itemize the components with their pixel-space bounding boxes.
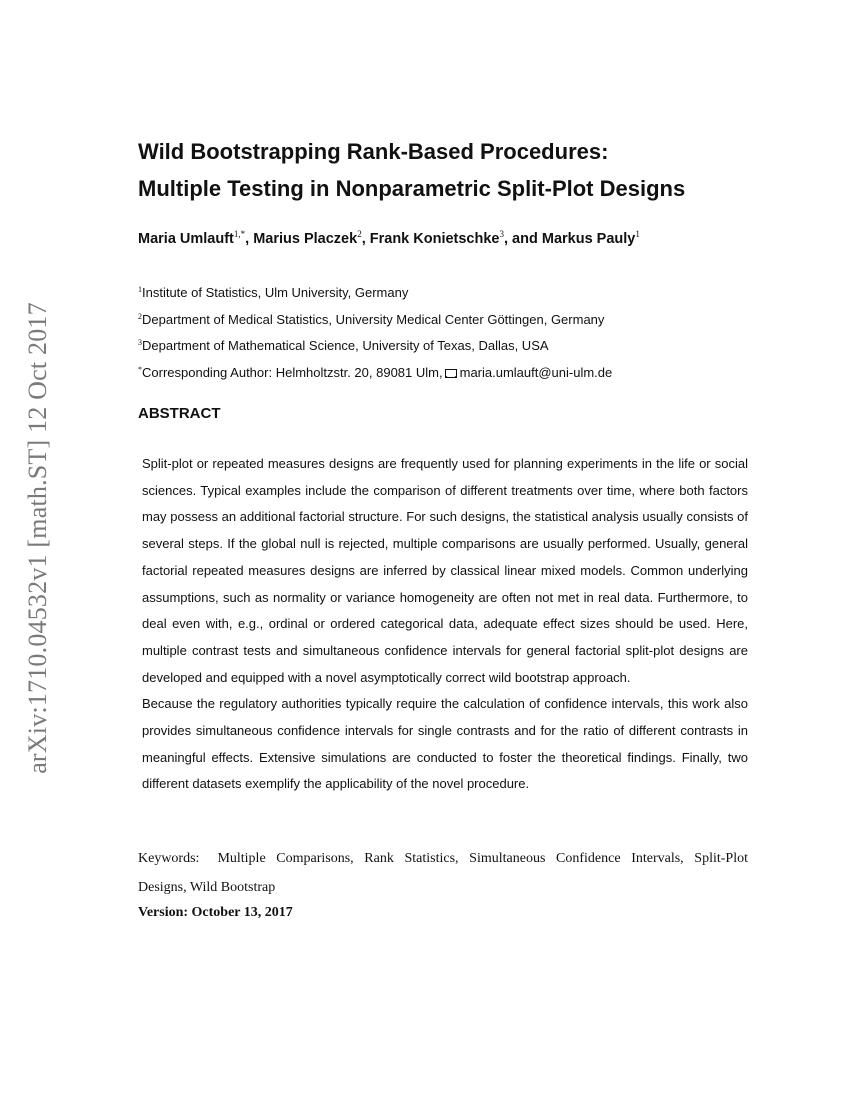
author-separator: , and bbox=[504, 231, 542, 247]
affiliation-text: Institute of Statistics, Ulm University, Germany bbox=[142, 285, 409, 300]
author-affiliation-mark: 1 bbox=[635, 229, 640, 239]
title-line-1: Wild Bootstrapping Rank-Based Procedures: bbox=[138, 139, 609, 164]
affiliation-mark: 3 bbox=[138, 338, 142, 347]
author-name: Marius Placzek bbox=[253, 231, 358, 247]
corresponding-author bbox=[138, 360, 612, 387]
author-affiliation-mark: 3 bbox=[499, 229, 504, 239]
paper-title bbox=[138, 133, 778, 207]
arxiv-identifier: arXiv:1710.04532v1 [math.ST] 12 Oct 2017 bbox=[23, 302, 52, 774]
author-name: Frank Konietschke bbox=[369, 231, 500, 247]
affiliation-item bbox=[138, 280, 612, 307]
affiliation-text: Department of Mathematical Science, University of Texas, Dallas, USA bbox=[142, 338, 549, 353]
keywords-block bbox=[138, 844, 748, 902]
affiliation-item bbox=[138, 307, 612, 334]
abstract-paragraph: Because the regulatory authorities typically require the calculation of confidence intervals, this work also provides simultaneous confidence intervals for single contrasts and for the ratio of different contrasts in meaningful effects. Extensive simulations are conducted to foster the theoretical findings. Finally, two different datasets exemplify the applicability of the novel procedure. bbox=[142, 696, 748, 792]
corresponding-text: Corresponding Author: Helmholtzstr. 20, 89081 Ulm, bbox=[142, 364, 443, 380]
affiliation-text: Department of Medical Statistics, University Medical Center Göttingen, Germany bbox=[142, 311, 605, 327]
abstract-heading: ABSTRACT bbox=[138, 405, 221, 422]
keywords-text: Multiple Comparisons, Rank Statistics, Simultaneous Confidence Intervals, Split-Plot Designs, Wild Bootstrap bbox=[138, 851, 748, 895]
author-separator: , bbox=[245, 231, 254, 247]
affiliation-item bbox=[138, 333, 612, 360]
keywords-label: Keywords: bbox=[138, 851, 200, 866]
abstract-paragraph: Split-plot or repeated measures designs are frequently used for planning experiments in the life or social sciences. Typical examples include the comparison of different treatments over time, where both factors may possess an additional factorial structure. For such designs, the statistical analysis usually consists of several steps. If the global null is rejected, multiple comparisons are usually performed. Usually, general factorial repeated measures designs are inferred by classical linear mixed models. Common underlying assumptions, such as normality or variance homogeneity are often not met in real data. Furthermore, to deal even with, e.g., ordinal or ordered categorical data, adequate effect sizes should be used. Here, multiple contrast tests and simultaneous confidence intervals for general factorial split-plot designs are developed and equipped with a novel asymptotically correct wild bootstrap approach. bbox=[142, 456, 748, 685]
corresponding-mark: * bbox=[138, 364, 142, 374]
author-affiliation-mark: 1,* bbox=[233, 229, 246, 239]
affiliation-mark: 1 bbox=[138, 285, 142, 294]
author-name: Maria Umlauft bbox=[138, 231, 234, 247]
corresponding-email[interactable]: maria.umlauft@uni-ulm.de bbox=[459, 364, 613, 380]
affiliation-mark: 2 bbox=[138, 311, 142, 321]
envelope-icon bbox=[445, 369, 457, 378]
version-line: Version: October 13, 2017 bbox=[138, 905, 293, 920]
author-list bbox=[138, 229, 640, 247]
title-line-2: Multiple Testing in Nonparametric Split-Plot Designs bbox=[138, 176, 686, 201]
affiliation-list bbox=[138, 280, 612, 386]
author-separator: , bbox=[361, 231, 370, 247]
abstract-body bbox=[142, 451, 748, 798]
author-name: Markus Pauly bbox=[541, 231, 636, 247]
author-affiliation-mark: 2 bbox=[357, 229, 362, 239]
